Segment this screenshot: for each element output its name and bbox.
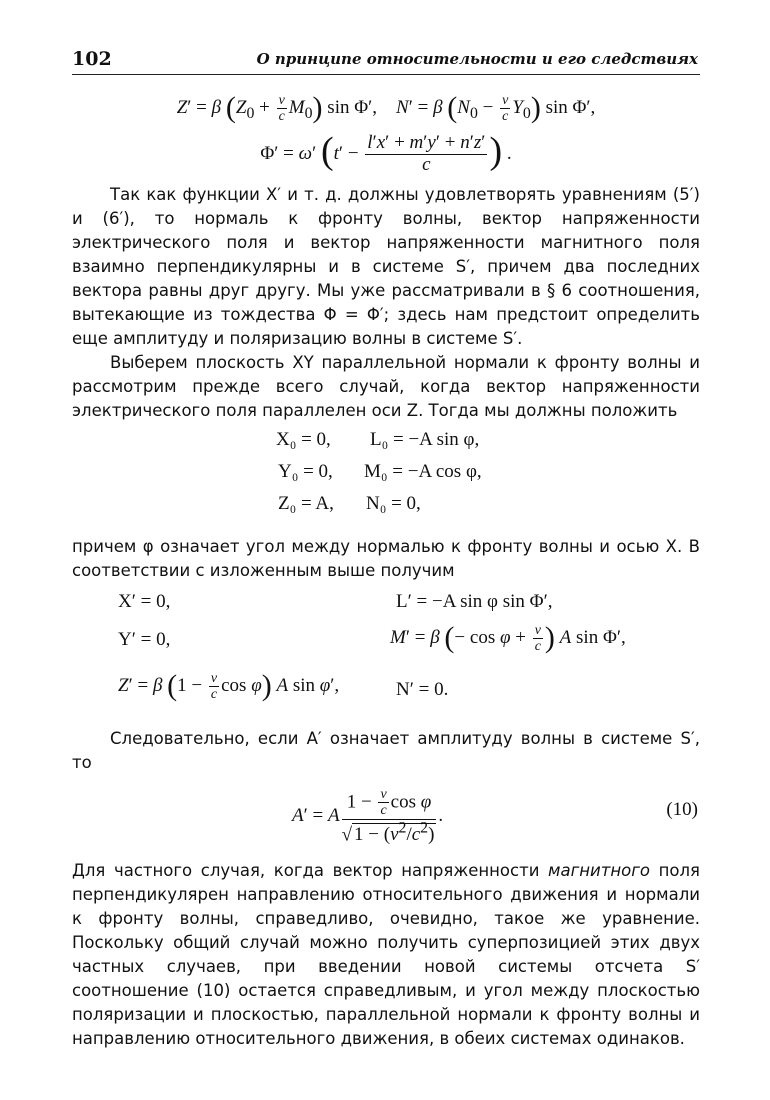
paragraph-4: Следовательно, если A′ означает амплитуду волны в системе S′, то <box>72 729 700 772</box>
paragraph-2: Выберем плоскость XY параллельной нормали к фронту волны и рассмотрим прежде всего случай, когда вектор напряженности электрического поля параллелен оси Z. Тогда мы должны положить <box>72 353 700 420</box>
eq-l0: L₀ = −A sin φ, <box>370 429 480 450</box>
emphasis: магнитного <box>548 861 651 880</box>
eq-z0: Z₀ = A, <box>278 493 334 514</box>
page-header <box>72 48 700 75</box>
running-head: О принципе относительности и его следствиях <box>256 50 698 68</box>
eq-m-prime: M′ = β (− cos φ + $\frac{v}{c}$ ) A sin Φ′, <box>390 621 626 655</box>
equation-phase: Φ′ = ω′ (t′ − $\frac{l'x' + m'y' + n'z'}{c}$ ) . <box>260 130 512 176</box>
eq-x-prime: X′ = 0, <box>118 591 171 612</box>
initial-values-block <box>72 429 700 525</box>
eq-y0: Y₀ = 0, <box>278 461 333 482</box>
eq-x0: X₀ = 0, <box>276 429 331 450</box>
eq-y-prime: Y′ = 0, <box>118 629 171 650</box>
eq-n-prime: N′ = 0. <box>396 679 449 700</box>
paragraph-5: Для частного случая, когда вектор напряженности магнитного поля перпендикулярен направлению относительного движения и нормали к фронту волны, справедливо, очевидно, такое же уравнение. Поскольку общий случай можно получить суперпозицией этих двух частных случаев, при введении новой системы отсчета S′ соотношение (10) остается справедливым, и угол между плоскостью поляризации и плоскостью, параллельной нормали к фронту волны и направлению относительного движения, в обеих системах одинаков. <box>72 861 700 1048</box>
eq-m0: M₀ = −A cos φ, <box>364 461 482 482</box>
paragraph-3: причем φ означает угол между нормалью к фронту волны и осью X. В соответствии с изложенным выше получим <box>72 537 700 580</box>
equation-number: (10) <box>666 799 698 820</box>
equation-z-n-prime: Z′ = β ($Z_0$ + $\frac{v}{c}$ $M_0$) sin Φ′, N′ = β ($N_0$ − $\frac{v}{c}$ $Y_0$) sin Φ′, <box>176 91 596 125</box>
eq-l-prime: L′ = −A sin φ sin Φ′, <box>396 591 553 612</box>
results-block <box>72 589 700 717</box>
eq-n0: N₀ = 0, <box>366 493 421 514</box>
equation-10 <box>72 781 700 851</box>
paragraph-1: Так как функции X′ и т. д. должны удовлетворять уравнениям (5′) и (6′), то нормаль к фронту волны, вектор напряженности электрического поля и вектор напряженности магнитного поля взаимно перпендикулярны и в системе S′, причем два последних вектора равны друг другу. Мы уже рассматривали в § 6 соотношения, вытекающие из тождества Φ = Φ′; здесь нам предстоит определить еще амплитуду и поляризацию волны в системе S′. <box>72 185 700 348</box>
page <box>72 48 700 1051</box>
page-number: 102 <box>72 48 112 70</box>
eq-z-prime: Z′ = β (1 − $\frac{v}{c}$ cos φ) A sin φ′, <box>118 669 340 703</box>
eq-amplitude: A′ = A 1 − $\frac{v}{c}$ cos φ √ $1 - (v^2/c^2)$ . <box>292 787 444 846</box>
